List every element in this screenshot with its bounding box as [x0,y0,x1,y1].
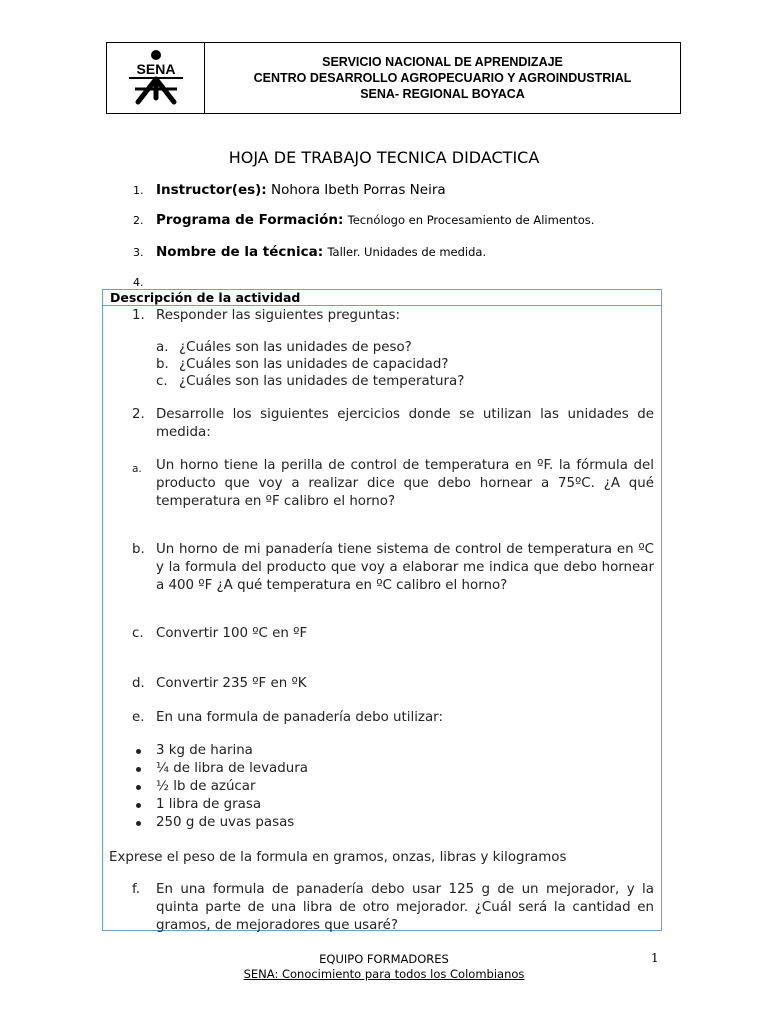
field-value: Taller. Unidades de medida. [327,245,487,259]
exercise-a: Un horno tiene la perilla de control de temperatura en ºF. la fórmula del producto que voy a realizar dice que debo hornear a 75ºC. ¿A qué temperatura en ºF calibro el horno? [156,458,654,509]
ingredient-item: ½ lb de azúcar [156,779,256,794]
bullet-icon [136,821,141,826]
document-header [106,42,681,114]
ingredient-item: ¼ de libra de levadura [156,761,308,776]
field-value: Nohora Ibeth Porras Neira [271,182,446,198]
ingredient-item: 250 g de uvas pasas [156,815,295,830]
exercise-f: En una formula de panadería debo usar 125 g de un mejorador, y la quinta parte de una libra de otro mejorador. ¿Cuál será la cantidad en gramos, de mejoradores que usaré? [156,882,654,933]
field-4 [133,274,156,290]
header-line-1: SERVICIO NACIONAL DE APRENDIZAJE [322,55,563,69]
item-mark: c. [156,374,168,389]
item-mark: a. [156,340,169,355]
q1-item-b: ¿Cuáles son las unidades de capacidad? [179,357,449,372]
field-tecnica [133,244,486,260]
field-number: 2. [133,214,144,227]
sena-logo [107,43,205,113]
field-programa [133,212,594,228]
bullet-icon [136,749,141,754]
question-number: 2. [132,407,145,422]
field-label: Instructor(es): [156,182,267,198]
exercise-mark: d. [132,676,145,691]
activity-description-box [102,289,662,931]
header-line-3: SENA- REGIONAL BOYACA [360,87,525,101]
footer-team: EQUIPO FORMADORES [319,952,449,966]
field-number: 4. [133,276,144,289]
bullet-icon [136,803,141,808]
page-title: HOJA DE TRABAJO TECNICA DIDACTICA [228,148,540,167]
exercise-mark: c. [132,626,144,641]
question-number: 1. [132,308,145,323]
bullet-icon [136,785,141,790]
footer-slogan: SENA: Conocimiento para todos los Colombianos [243,967,525,981]
exercise-mark: f. [132,882,140,897]
q1-item-a: ¿Cuáles son las unidades de peso? [179,340,412,355]
exercise-mark: e. [132,710,145,725]
ingredient-item: 3 kg de harina [156,743,253,758]
ingredient-item: 1 libra de grasa [156,797,262,812]
express-instruction: Exprese el peso de la formula en gramos, onzas, libras y kilogramos [109,850,567,865]
sena-logo-text: SENA [136,61,175,77]
question-1: Responder las siguientes preguntas: [156,308,400,323]
q1-item-c: ¿Cuáles son las unidades de temperatura? [179,374,465,389]
field-label: Nombre de la técnica: [156,244,324,260]
header-line-2: CENTRO DESARROLLO AGROPECUARIO Y AGROINDUSTRIAL [253,71,632,85]
bullet-icon [136,767,141,772]
exercise-mark: a. [132,463,142,475]
exercise-mark: b. [132,542,145,557]
exercise-c: Convertir 100 ºC en ºF [156,626,308,641]
field-instructor [133,182,446,198]
activity-heading: Descripción de la actividad [103,290,661,306]
field-label: Programa de Formación: [156,212,344,228]
page-number: 1 [651,951,659,965]
exercise-d: Convertir 235 ºF en ºK [156,676,307,691]
field-number: 3. [133,246,144,259]
field-number: 1. [133,184,144,197]
question-2: Desarrolle los siguientes ejercicios donde se utilizan las unidades de medida: [156,407,654,440]
field-value: Tecnólogo en Procesamiento de Alimentos. [347,213,595,227]
item-mark: b. [156,357,169,372]
exercise-e: En una formula de panadería debo utilizar: [156,710,443,725]
exercise-b: Un horno de mi panadería tiene sistema de control de temperatura en ºC y la formula del producto que voy a elaborar me indica que debo hornear a 400 ºF ¿A qué temperatura en ºC calibro el horno? [156,542,654,593]
